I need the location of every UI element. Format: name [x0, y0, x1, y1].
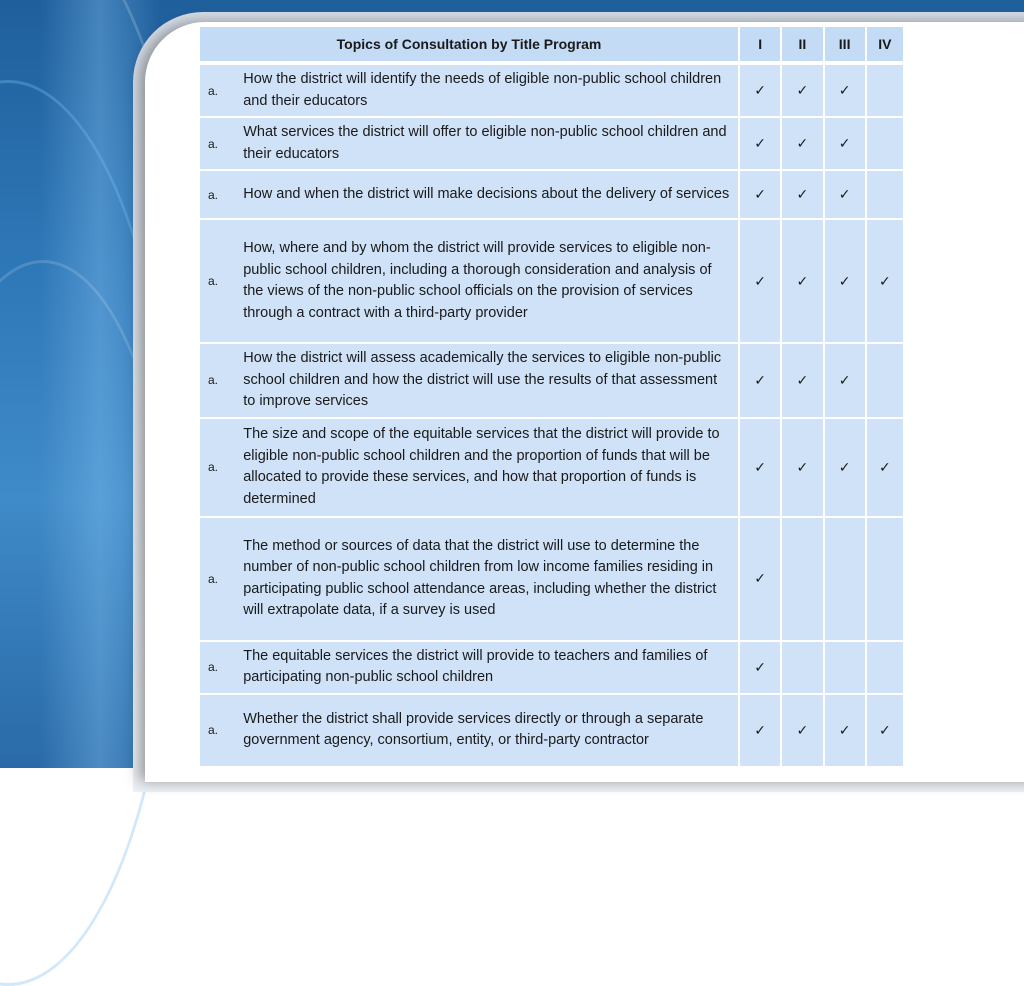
empty-cell-title-iv — [866, 117, 904, 170]
table-row — [199, 63, 904, 117]
empty-cell-title-iv — [866, 343, 904, 418]
row-topic: Whether the district shall provide services directly or through a separate government agency, consortium, entity, or third-party contractor — [239, 694, 739, 767]
checkmark-icon-title-iii: ✓ — [824, 117, 866, 170]
checkmark-icon-title-i: ✓ — [739, 63, 781, 117]
checkmark-icon-title-i: ✓ — [739, 117, 781, 170]
table-row — [199, 343, 904, 418]
header-title-ii: II — [781, 26, 823, 63]
row-letter: a. — [199, 63, 239, 117]
table-row — [199, 418, 904, 517]
row-letter: a. — [199, 641, 239, 694]
row-topic: How, where and by whom the district will provide services to eligible non-public school children, including a thorough consideration and analysis of the views of the non-public school officials on the provision of services through a contract with a third-party provider — [239, 219, 739, 343]
table-row — [199, 694, 904, 767]
empty-cell-title-iv — [866, 170, 904, 219]
checkmark-icon-title-i: ✓ — [739, 694, 781, 767]
row-topic: The size and scope of the equitable services that the district will provide to eligible non-public school children and the proportion of funds that will be allocated to provide these services, and how that proportion of funds is determined — [239, 418, 739, 517]
checkmark-icon-title-iii: ✓ — [824, 694, 866, 767]
row-letter: a. — [199, 418, 239, 517]
checkmark-icon-title-ii: ✓ — [781, 117, 823, 170]
empty-cell-title-iv — [866, 63, 904, 117]
row-topic: The method or sources of data that the district will use to determine the number of non-public school children from low income families residing in participating public school attendance areas, including whether the district will extrapolate data, if a survey is used — [239, 517, 739, 641]
checkmark-icon-title-i: ✓ — [739, 343, 781, 418]
checkmark-icon-title-i: ✓ — [739, 170, 781, 219]
table-row — [199, 219, 904, 343]
checkmark-icon-title-iii: ✓ — [824, 63, 866, 117]
checkmark-icon-title-ii: ✓ — [781, 694, 823, 767]
table-header-row — [199, 26, 904, 63]
checkmark-icon-title-i: ✓ — [739, 418, 781, 517]
header-topics: Topics of Consultation by Title Program — [199, 26, 739, 63]
checkmark-icon-title-ii: ✓ — [781, 219, 823, 343]
checkmark-icon-title-iv: ✓ — [866, 418, 904, 517]
table-row — [199, 117, 904, 170]
checkmark-icon-title-iii: ✓ — [824, 219, 866, 343]
empty-cell-title-iii — [824, 641, 866, 694]
checkmark-icon-title-ii: ✓ — [781, 170, 823, 219]
checkmark-icon-title-iii: ✓ — [824, 418, 866, 517]
table-row — [199, 170, 904, 219]
table-row — [199, 517, 904, 641]
checkmark-icon-title-ii: ✓ — [781, 63, 823, 117]
row-letter: a. — [199, 343, 239, 418]
row-topic: What services the district will offer to eligible non-public school children and their educators — [239, 117, 739, 170]
checkmark-icon-title-iii: ✓ — [824, 343, 866, 418]
row-letter: a. — [199, 517, 239, 641]
row-letter: a. — [199, 694, 239, 767]
consultation-table-container — [198, 25, 905, 768]
checkmark-icon-title-iv: ✓ — [866, 694, 904, 767]
row-letter: a. — [199, 117, 239, 170]
consultation-table — [198, 25, 905, 768]
checkmark-icon-title-iii: ✓ — [824, 170, 866, 219]
header-title-iii: III — [824, 26, 866, 63]
row-topic: How the district will identify the needs of eligible non-public school children and their educators — [239, 63, 739, 117]
checkmark-icon-title-iv: ✓ — [866, 219, 904, 343]
row-letter: a. — [199, 170, 239, 219]
row-topic: How the district will assess academically the services to eligible non-public school children and how the district will use the results of that assessment to improve services — [239, 343, 739, 418]
row-topic: How and when the district will make decisions about the delivery of services — [239, 170, 739, 219]
row-letter: a. — [199, 219, 239, 343]
checkmark-icon-title-i: ✓ — [739, 219, 781, 343]
empty-cell-title-iv — [866, 517, 904, 641]
table-row — [199, 641, 904, 694]
checkmark-icon-title-ii: ✓ — [781, 418, 823, 517]
header-title-i: I — [739, 26, 781, 63]
checkmark-icon-title-ii: ✓ — [781, 343, 823, 418]
checkmark-icon-title-i: ✓ — [739, 517, 781, 641]
empty-cell-title-ii — [781, 641, 823, 694]
checkmark-icon-title-i: ✓ — [739, 641, 781, 694]
empty-cell-title-ii — [781, 517, 823, 641]
empty-cell-title-iv — [866, 641, 904, 694]
row-topic: The equitable services the district will provide to teachers and families of participating non-public school children — [239, 641, 739, 694]
empty-cell-title-iii — [824, 517, 866, 641]
header-title-iv: IV — [866, 26, 904, 63]
